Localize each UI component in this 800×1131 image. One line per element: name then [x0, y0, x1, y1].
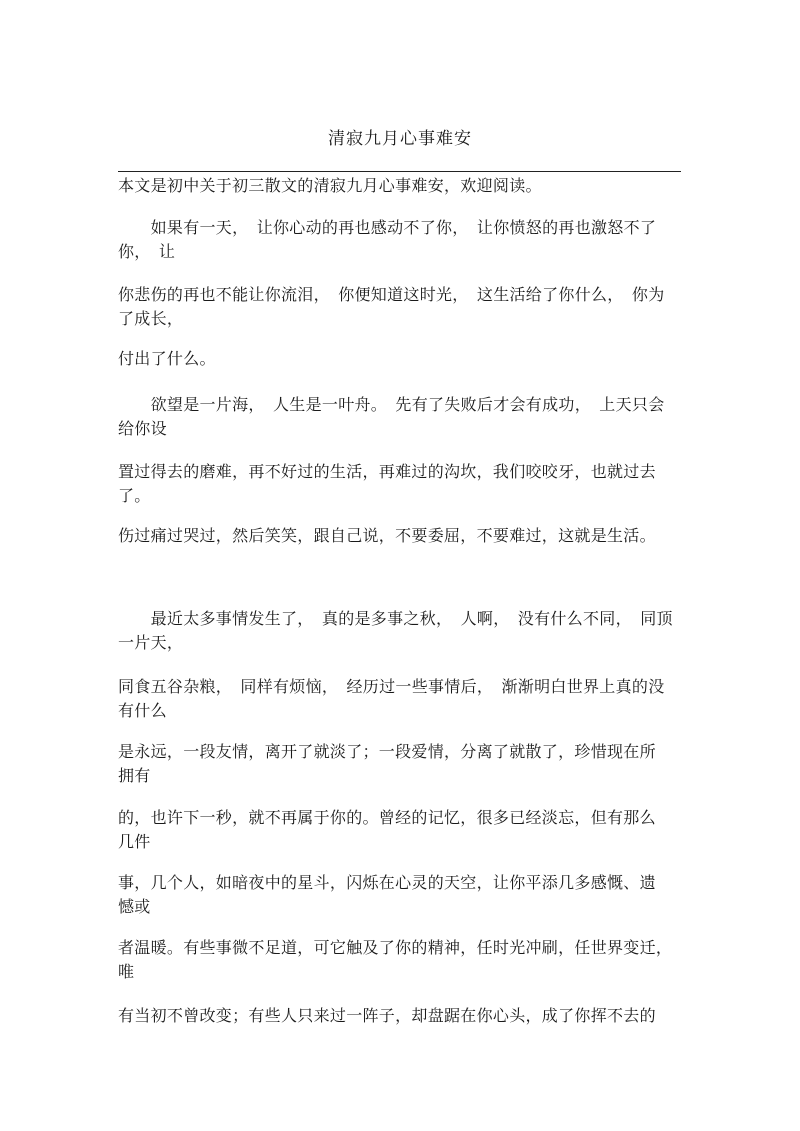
- paragraph-line: 唯: [118, 962, 135, 981]
- paragraph-11: [118, 871, 688, 919]
- paragraph-line: 如果有一天， 让你心动的再也感动不了你， 让你愤怒的再也激怒不了: [118, 218, 657, 237]
- paragraph-line: 几件: [118, 832, 151, 851]
- paragraph-3: [118, 347, 688, 371]
- paragraph-6: [118, 524, 688, 548]
- paragraph-1: [118, 216, 688, 264]
- title-divider: [118, 171, 681, 172]
- paragraph-line: 是永远，一段友情，离开了就淡了；一段爱情，分离了就散了，珍惜现在所: [118, 742, 656, 761]
- paragraph-line: 的，也许下一秒，就不再属于你的。曾经的记忆，很多已经淡忘，但有那么: [118, 808, 656, 827]
- paragraph-8: [118, 675, 688, 723]
- paragraph-10: [118, 806, 688, 854]
- paragraph-line: 事，几个人，如暗夜中的星斗，闪烁在心灵的天空，让你平添几多感慨、遗: [118, 873, 656, 892]
- document-title: 清寂九月心事难安: [328, 129, 472, 149]
- paragraph-9: [118, 740, 688, 788]
- paragraph-line: 同食五谷杂粮， 同样有烦恼， 经历过一些事情后， 渐渐明白世界上真的没: [118, 677, 665, 696]
- paragraph-line: 付出了什么。: [118, 349, 216, 368]
- paragraph-line: 你， 让: [118, 242, 176, 261]
- paragraph-line: 有什么: [118, 701, 167, 720]
- paragraph-13: [118, 1004, 688, 1028]
- paragraph-line: 憾或: [118, 897, 151, 916]
- paragraph-line: 一片天，: [118, 633, 184, 652]
- paragraph-line: 置过得去的磨难，再不好过的生活，再难过的沟坎，我们咬咬牙，也就过去: [118, 462, 656, 481]
- paragraph-line: 者温暖。有些事微不足道，可它触及了你的精神，任时光冲刷，任世界变迁，: [118, 938, 673, 957]
- paragraph-2: [118, 283, 688, 331]
- paragraph-12: [118, 936, 688, 984]
- paragraph-line: 你悲伤的再也不能让你流泪， 你便知道这时光， 这生活给了你什么， 你为: [118, 285, 665, 304]
- paragraph-line: 最近太多事情发生了， 真的是多事之秋， 人啊， 没有什么不同， 同顶: [118, 609, 673, 628]
- paragraph-line: 了成长，: [118, 309, 184, 328]
- intro-paragraph: 本文是初中关于初三散文的清寂九月心事难安，欢迎阅读。: [118, 176, 542, 195]
- paragraph-4: [118, 393, 688, 441]
- paragraph-5: [118, 460, 688, 508]
- paragraph-line: 了。: [118, 486, 151, 505]
- paragraph-line: 伤过痛过哭过，然后笑笑，跟自己说，不要委屈，不要难过，这就是生活。: [118, 526, 656, 545]
- paragraph-line: 欲望是一片海， 人生是一叶舟。 先有了失败后才会有成功， 上天只会: [118, 395, 665, 414]
- paragraph-line: 给你设: [118, 419, 167, 438]
- paragraph-7: [118, 607, 688, 655]
- paragraph-line: 拥有: [118, 766, 151, 785]
- paragraph-line: 有当初不曾改变；有些人只来过一阵子，却盘踞在你心头，成了你挥不去的: [118, 1006, 656, 1025]
